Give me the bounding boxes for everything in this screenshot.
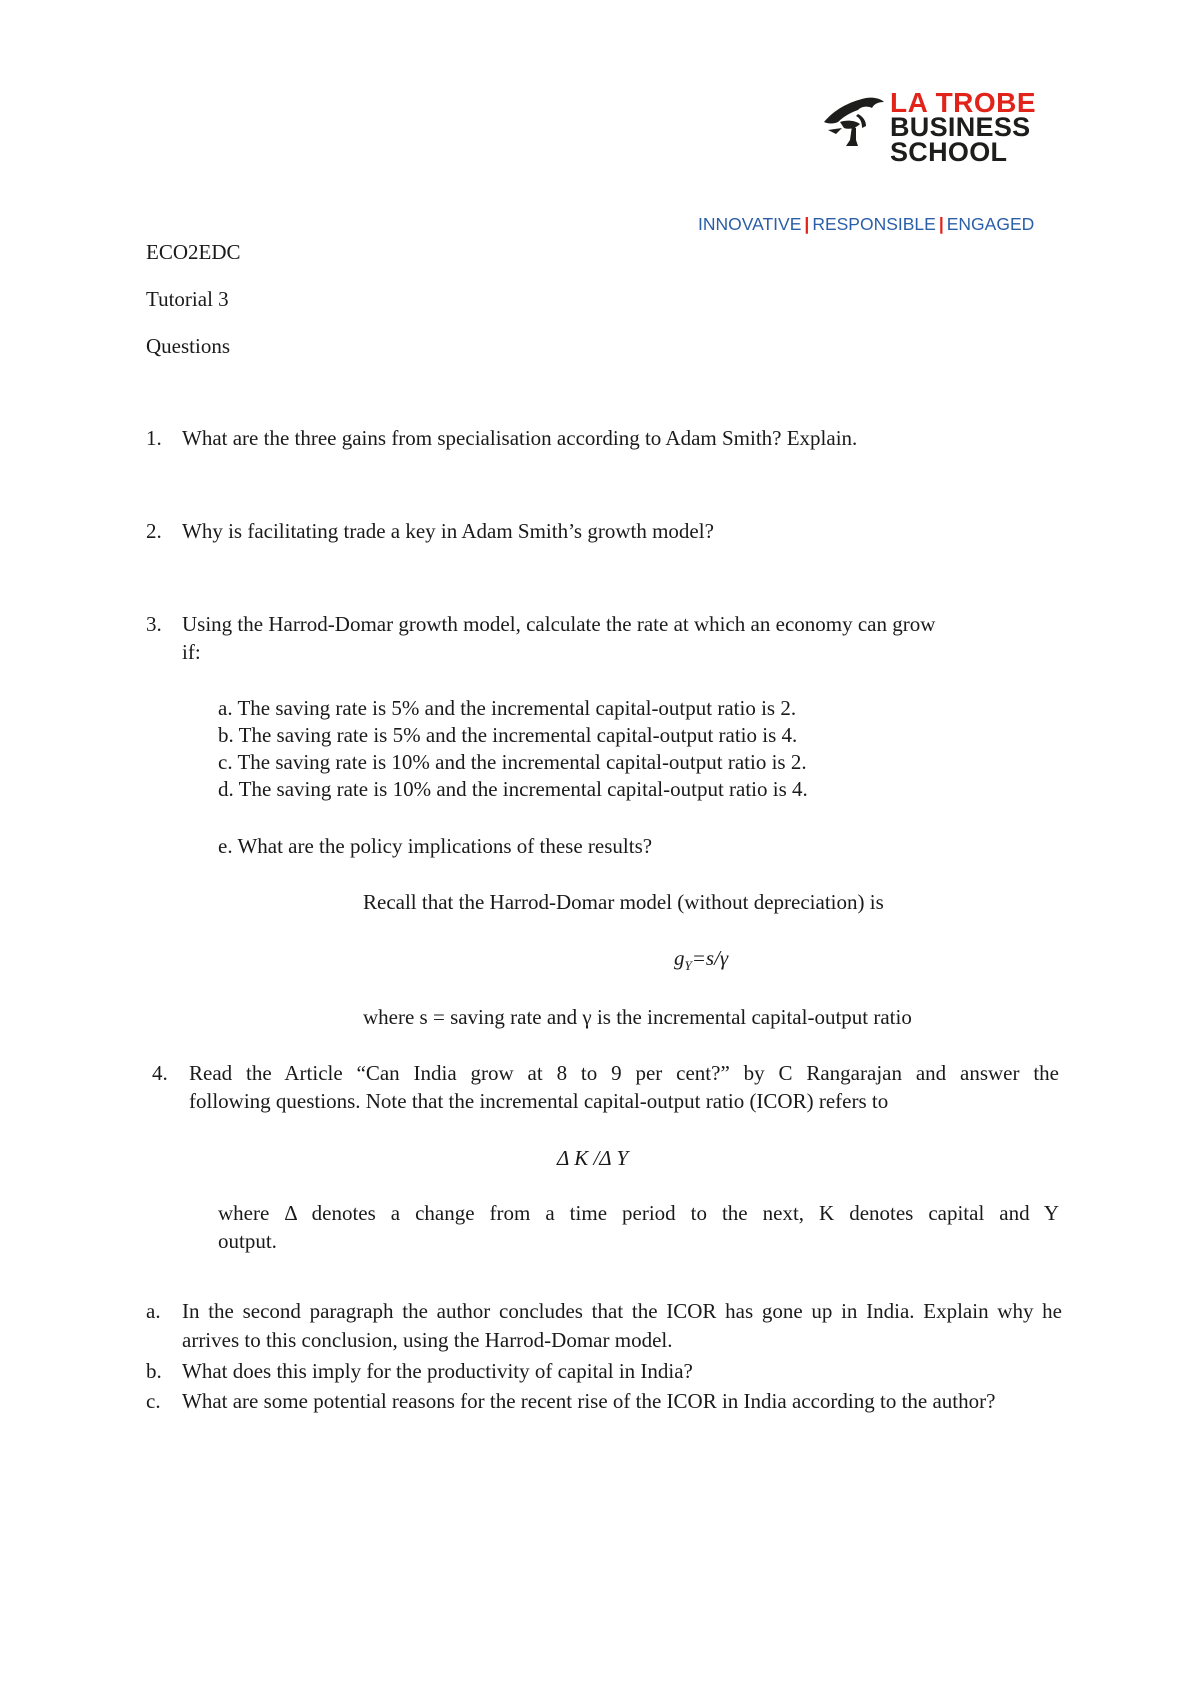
sub-question-c-text: What are some potential reasons for the recent rise of the ICOR in India according to the author? [182, 1389, 996, 1413]
icor-where-line-1: where Δ denotes a change from a time period to the next, K denotes capital and Y [218, 1201, 1059, 1225]
formula-g: g [674, 946, 685, 970]
question-3-line-1: Using the Harrod-Domar growth model, calculate the rate at which an economy can grow [182, 612, 936, 636]
question-3-item-a: a. The saving rate is 5% and the incremental capital-output ratio is 2. [218, 696, 797, 720]
question-4-number: 4. [152, 1061, 168, 1085]
question-1-text: What are the three gains from specialisation according to Adam Smith? Explain. [182, 426, 858, 450]
question-3-item-c: c. The saving rate is 10% and the incremental capital-output ratio is 2. [218, 750, 807, 774]
logo-line-2: BUSINESS [890, 112, 1031, 142]
icor-formula: Δ K /Δ Y [557, 1146, 629, 1170]
recall-text: Recall that the Harrod-Domar model (without depreciation) is [363, 890, 884, 914]
formula-subscript: Y [684, 958, 692, 974]
course-code: ECO2EDC [146, 240, 241, 264]
tagline [698, 214, 1034, 235]
section-title: Questions [146, 334, 230, 358]
question-4-line-2: following questions. Note that the incremental capital-output ratio (ICOR) refers to [189, 1089, 889, 1113]
question-3-number: 3. [146, 612, 162, 636]
formula-rhs: =s/γ [691, 946, 729, 970]
logo-line-1: LA TROBE [890, 87, 1037, 118]
eagle-icon [822, 92, 886, 150]
tagline-word-2: RESPONSIBLE [812, 214, 936, 234]
question-2-number: 2. [146, 519, 162, 543]
question-3-item-d: d. The saving rate is 10% and the incremental capital-output ratio is 4. [218, 777, 808, 801]
question-4-line-1: Read the Article “Can India grow at 8 to 9 per cent?” by C Rangarajan and answer the [189, 1061, 1059, 1085]
question-3-line-2: if: [182, 640, 201, 664]
icor-where-line-2: output. [218, 1229, 277, 1253]
sub-question-c-label: c. [146, 1389, 161, 1413]
question-2-text: Why is facilitating trade a key in Adam Smith’s growth model? [182, 519, 714, 543]
question-1-number: 1. [146, 426, 162, 450]
logo-text [890, 87, 1037, 167]
logo-line-3: SCHOOL [890, 137, 1008, 167]
la-trobe-logo [822, 88, 1052, 178]
tagline-word-3: ENGAGED [946, 214, 1035, 234]
tutorial-title: Tutorial 3 [146, 287, 229, 311]
sub-question-a-text: In the second paragraph the author concludes that the ICOR has gone up in India. Explain why he arrives to this conclusion, using the Harrod-Domar model. [182, 1299, 1062, 1352]
sub-question-a-label: a. [146, 1299, 161, 1323]
sub-question-b-text: What does this imply for the productivity of capital in India? [182, 1359, 693, 1383]
question-3-item-b: b. The saving rate is 5% and the incremental capital-output ratio is 4. [218, 723, 798, 747]
question-3-item-e: e. What are the policy implications of these results? [218, 834, 653, 858]
where-text: where s = saving rate and γ is the incremental capital-output ratio [363, 1005, 912, 1029]
tagline-word-1: INNOVATIVE [698, 214, 802, 234]
harrod-domar-formula [674, 944, 728, 980]
tagline-separator: | [938, 214, 944, 234]
sub-question-b-label: b. [146, 1359, 162, 1383]
tagline-separator: | [804, 214, 810, 234]
